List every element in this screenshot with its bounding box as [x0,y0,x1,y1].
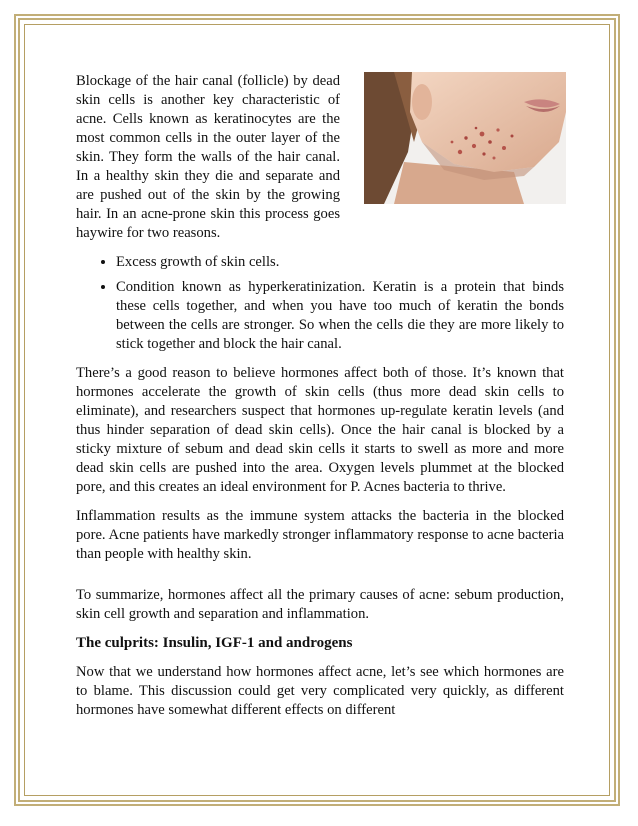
intro-paragraph: Blockage of the hair canal (follicle) by dead skin cells is another key characteristic of acne. Cells known as keratinocytes are the most common cells in the outer layer of the skin. They form the walls of the hair canal. In a healthy skin they die and separate and are pushed out of the skin by the growing hair. In an acne-prone skin this process goes haywire for two reasons. [76,73,340,241]
list-item: • Excess growth of skin cells. [116,253,564,272]
acne-face-photo [364,72,566,204]
list-item: • Condition known as hyperkeratinization. Keratin is a protein that binds these cells together, and when you have too much of keratin the bonds between the cells are stronger. So when the cells die they are more likely to stick together and block the hair canal. [116,278,564,354]
inflammation-paragraph: Inflammation results as the immune system attacks the bacteria in the blocked pore. Acne patients have markedly stronger inflammatory response to acne bacteria than people with healthy skin. [76,508,564,562]
document-body [76,72,564,730]
acne-face-illustration [364,72,566,204]
summary-paragraph: To summarize, hormones affect all the primary causes of acne: sebum production, skin cell growth and separation and inflammation. [76,587,564,622]
section-heading: The culprits: Insulin, IGF-1 and androgens [76,635,353,651]
spacer [76,574,564,586]
hormones-paragraph: There’s a good reason to believe hormones affect both of those. It’s known that hormones accelerate the growth of skin cells (thus more dead skin cells to eliminate), and researchers suspect that hormones up-regulate keratin levels (and thus hinder separation of dead skin cells). Once the hair canal is blocked by a sticky mixture of sebum and dead skin cells it starts to swell as more and more dead skin cells are pushed into the area. Oxygen levels plummet at the blocked pore, and this creates an ideal environment for P. Acnes bacteria to thrive. [76,365,564,495]
reasons-list [76,253,564,354]
culprits-paragraph: Now that we understand how hormones affect acne, let’s see which hormones are to blame. This discussion could get very complicated very quickly, as different hormones have somewhat different effects on different [76,664,564,718]
